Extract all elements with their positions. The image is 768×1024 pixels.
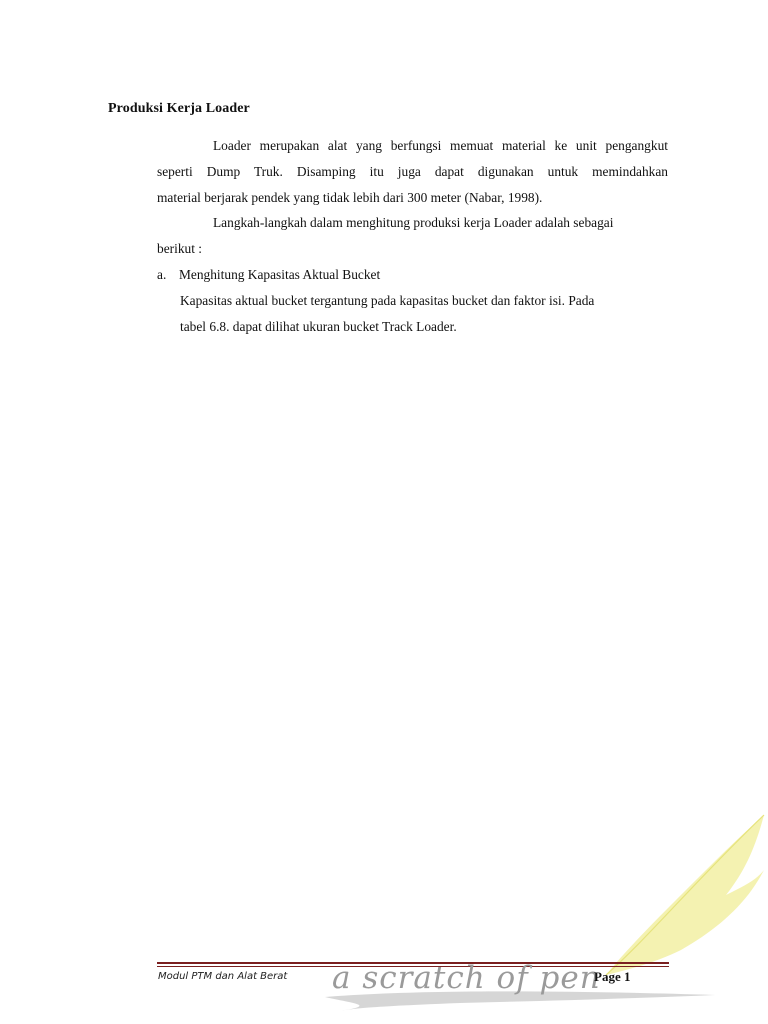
paragraph-line: seperti Dump Truk. Disamping itu juga dapat digunakan untuk memindahkan bbox=[157, 164, 668, 179]
feather-quill-icon bbox=[596, 810, 768, 980]
paragraph-line: tabel 6.8. dapat dilihat ukuran bucket Track Loader. bbox=[180, 319, 457, 334]
list-item-a-body bbox=[180, 288, 640, 340]
paragraph-steps-intro bbox=[157, 210, 668, 262]
paragraph-line: Langkah-langkah dalam menghitung produksi kerja Loader adalah sebagai bbox=[213, 215, 614, 230]
list-marker: a. bbox=[157, 267, 167, 282]
list-item-a bbox=[157, 262, 380, 288]
page-number: Page 1 bbox=[594, 969, 631, 984]
paragraph-line: berikut : bbox=[157, 241, 202, 256]
paragraph-loader-definition bbox=[157, 133, 668, 211]
footer-script-watermark: a scratch of pen bbox=[332, 960, 601, 996]
paragraph-line: Kapasitas aktual bucket tergantung pada kapasitas bucket dan faktor isi. Pada bbox=[180, 293, 595, 308]
paragraph-line: material berjarak pendek yang tidak lebih dari 300 meter (Nabar, 1998). bbox=[157, 190, 543, 205]
footer-module-title: Modul PTM dan Alat Berat bbox=[158, 971, 288, 982]
list-item-title: Menghitung Kapasitas Aktual Bucket bbox=[179, 267, 381, 282]
section-heading: Produksi Kerja Loader bbox=[108, 101, 250, 116]
paragraph-line: Loader merupakan alat yang berfungsi memuat material ke unit pengangkut bbox=[213, 138, 668, 153]
